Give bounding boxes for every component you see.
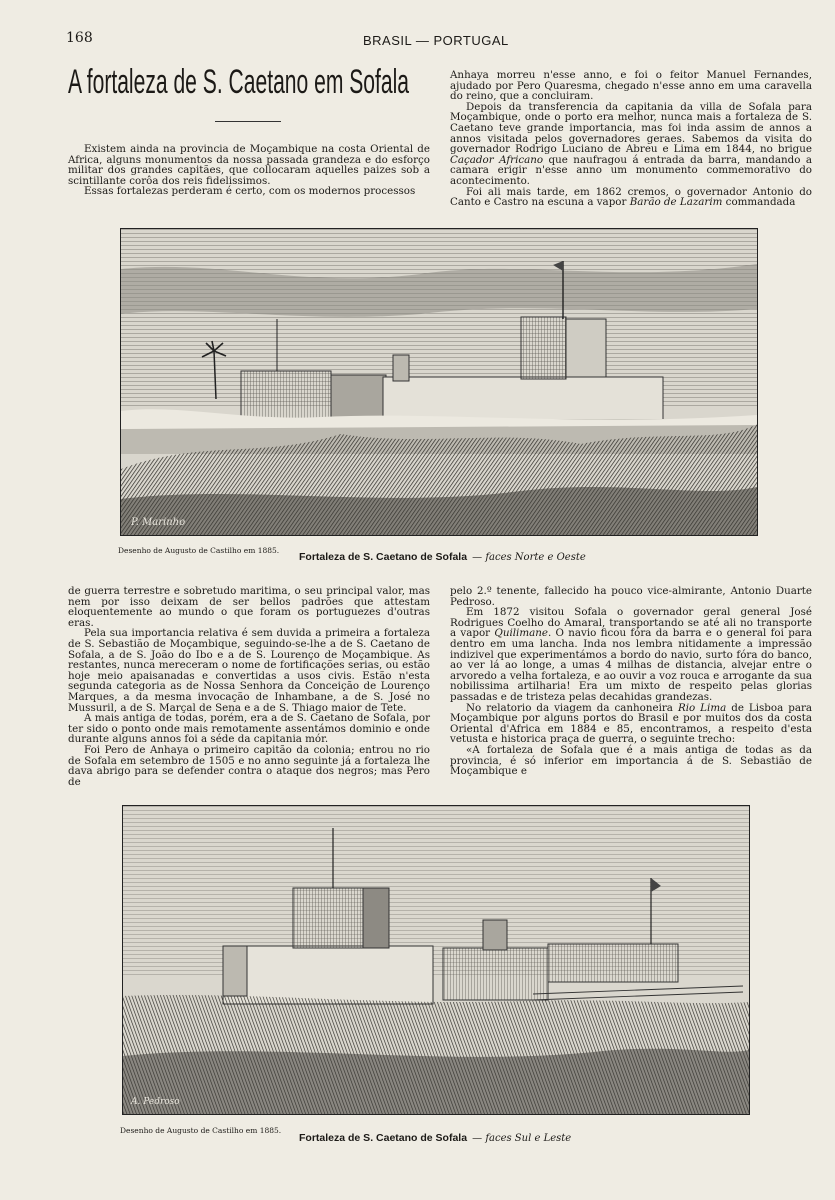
engraver-signature: A. Pedroso xyxy=(131,1097,180,1107)
title-rule xyxy=(215,121,281,122)
paragraph: No relatorio da viagem da canhoneira Rio Lima de Lisboa para Moçambique por alguns portos do Brasil e por muitos dos da costa Oriental d'Africa em 1884 e 85, encontramos, a respeito d'esta vetusta e historica praça de guerra, o seguinte trecho: xyxy=(450,701,813,746)
page-number: 168 xyxy=(66,30,93,46)
paragraph: pelo 2.º tenente, fallecido ha pouco vice-almirante, Antonio Duarte Pedroso. xyxy=(450,585,812,608)
figure-credit: Desenho de Augusto de Castilho em 1885. xyxy=(120,1126,282,1135)
paragraph: Pela sua importancia relativa é sem duvida a primeira a fortaleza de S. Sebastião de Moçambique, seguindo-se-lhe a de S. Caetano de Sofala, a de S. João do Ibo e a de S. Lourenço de Moçambique. As restantes, nunca mereceram o nome de fortificações serias, ou estão hoje meio apaisanadas e convertidas a usos civis. Estão n'esta segunda categoria as de Nossa Senhora da Conceição de Lourenço Marques, a da mesma invocação de Inhambane, a de S. José no Mussuril, a de S. Marçal de Sena e a de S. Thiago maior de Tete. xyxy=(68,627,430,714)
article-title: A fortaleza de S. Caetano em Sofala xyxy=(68,63,410,101)
engraving-north-west-faces xyxy=(120,228,758,536)
engraver-signature: P. Marinho xyxy=(131,517,186,528)
paragraph: Em 1872 visitou Sofala o governador geral general José Rodrigues Coelho do Amaral, transportando se até ali no transporte a vapor Quilimane. O navio ficou fóra da barra e o general foi para dentro em uma lancha. Inda nos lembra nitidamente a impressão indizivel que experimentámos a bordo do navio, surto fóra do banco, ao ver lá ao longe, a umas 4 milhas de distancia, alvejar entre o arvoredo a velha fortaleza, e ao ouvir a voz rouca e arrogante da sua nobilissima artilharia! Era um mixto de respeito pelas glorias passadas e de tristeza pelas decahidas grandezas. xyxy=(450,606,812,703)
paragraph: Foi ali mais tarde, em 1862 cremos, o governador Antonio do Canto e Castro na escuna a vapor Barão de Lazarim commandada xyxy=(450,185,812,209)
paragraph: «A fortaleza de Sofala que é a mais antiga de todas as da provincia, é só inferior em importancia á de S. Sebastião de Moçambique e xyxy=(450,743,812,778)
paragraph: Essas fortalezas perderam é certo, com os modernos processos xyxy=(84,185,416,198)
paragraph: Foi Pero de Anhaya o primeiro capitão da colonia; entrou no rio de Sofala em setembro de 1505 e no anno seguinte já a fortaleza lhe dava abrigo para se defender contra o ataque dos negros; mas Pero de xyxy=(68,743,430,788)
paragraph: Depois da transferencia da capitania da villa de Sofala para Moçambique, onde o porto era melhor, nunca mais a fortaleza de S. Caetano teve grande importancia, mas foi inda assim de annos a annos visitada pelos governadores geraes. Sabemos da visita do governador Rodrigo Luciano de Abreu e Lima em 1844, no brigue Caçador Africano que naufragou á entrada da barra, mandando a camara erigir n'esse anno um monumento commemorativo do acontecimento. xyxy=(450,100,812,187)
text-column-1 xyxy=(68,144,430,197)
figure-caption: Fortaleza de S. Caetano de Sofala — faces Norte e Oeste xyxy=(299,551,586,563)
text-column-2 xyxy=(450,70,812,208)
fortress-engraving xyxy=(121,229,757,535)
paragraph: de guerra terrestre e sobretudo maritima, o seu principal valor, mas nem por isso deixam de ser bellos padrões que attestam eloquentemente ao mundo o que foram os portuguezes d'outras eras. xyxy=(68,585,430,629)
fortress-engraving xyxy=(123,806,749,1114)
running-head: BRASIL — PORTUGAL xyxy=(363,33,509,48)
paragraph: A mais antiga de todas, porém, era a de S. Caetano de Sofala, por ter sido o ponto onde mais remotamente assentámos dominio e onde durante alguns annos foi a séde da capitania mór. xyxy=(68,712,430,746)
figure-credit: Desenho de Augusto de Castilho em 1885. xyxy=(118,546,280,555)
engraving-south-east-faces xyxy=(122,805,750,1115)
paragraph: Anhaya morreu n'esse anno, e foi o feitor Manuel Fernandes, ajudado por Pero Quaresma, chegado n'esse anno em uma caravella do reino, que a concluiram. xyxy=(450,69,812,103)
text-column-3 xyxy=(68,586,430,787)
text-column-4 xyxy=(450,586,812,777)
paragraph: Existem ainda na provincia de Moçambique na costa Oriental de Africa, alguns monumentos da nossa passada grandeza e do esforço militar dos grandes capitães, que collocaram aquelles paizes sob a scintillante corôa dos reis fidelissimos. xyxy=(68,143,430,187)
figure-caption: Fortaleza de S. Caetano de Sofala — faces Sul e Leste xyxy=(299,1132,572,1144)
